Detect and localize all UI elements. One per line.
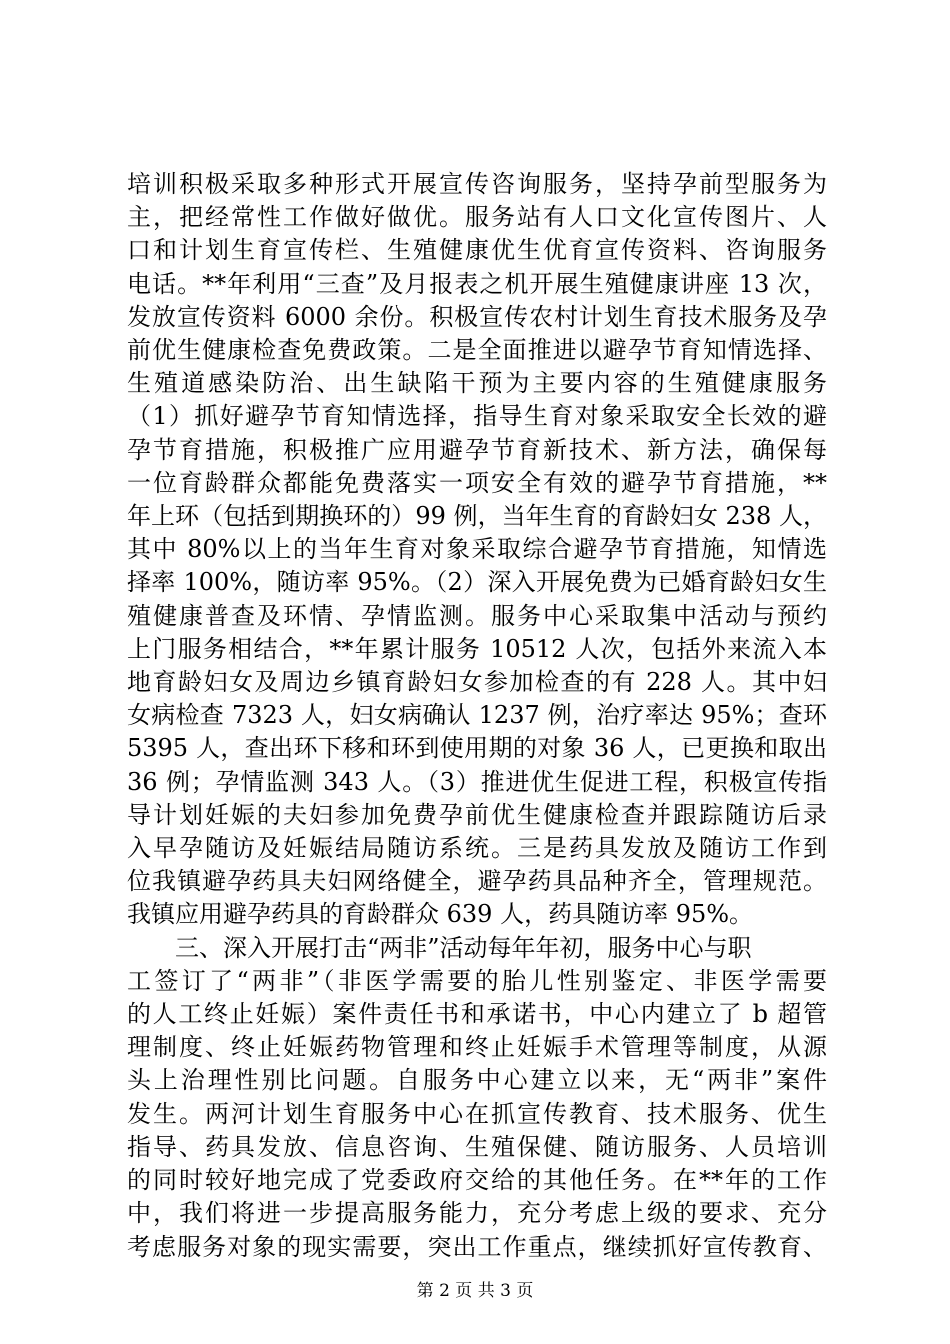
text-line: 中，我们将进一步提高服务能力，充分考虑上级的要求、充分 — [127, 1199, 827, 1228]
text-line: 入早孕随访及妊娠结局随访系统。三是药具发放及随访工作到 — [127, 834, 827, 863]
text-line: 理制度、终止妊娠药物管理和终止妊娠手术管理等制度，从源 — [127, 1033, 827, 1062]
text-line: 主，把经常性工作做好做优。服务站有人口文化宣传图片、人 — [127, 203, 827, 232]
text-line: 孕节育措施，积极推广应用避孕节育新技术、新方法，确保每 — [127, 435, 827, 464]
text-line: 女病检查 7323 人，妇女病确认 1237 例，治疗率达 95%；查环 — [127, 701, 827, 730]
text-line: 年上环（包括到期换环的）99 例，当年生育的育龄妇女 238 人， — [127, 502, 827, 531]
text-line: 择率 100%，随访率 95%。（2）深入开展免费为已婚育龄妇女生 — [127, 568, 827, 597]
text-line: 上门服务相结合，**年累计服务 10512 人次，包括外来流入本 — [127, 634, 827, 663]
text-line: 发放宣传资料 6000 余份。积极宣传农村计划生育技术服务及孕 — [127, 302, 827, 331]
text-line: 工签订了“两非”（非医学需要的胎儿性别鉴定、非医学需要 — [127, 966, 827, 995]
text-line: 前优生健康检查免费政策。二是全面推进以避孕节育知情选择、 — [127, 336, 827, 365]
text-line: （1）抓好避孕节育知情选择，指导生育对象采取安全长效的避 — [127, 402, 827, 431]
text-line: 发生。两河计划生育服务中心在抓宣传教育、技术服务、优生 — [127, 1099, 827, 1128]
document-body — [127, 168, 827, 1264]
text-line: 生殖道感染防治、出生缺陷干预为主要内容的生殖健康服务 — [127, 369, 827, 398]
text-line: 头上治理性别比问题。自服务中心建立以来，无“两非”案件 — [127, 1066, 827, 1095]
text-line: 5395 人，查出环下移和环到使用期的对象 36 人，已更换和取出 — [127, 734, 827, 763]
text-line: 口和计划生育宣传栏、生殖健康优生优育宣传资料、咨询服务 — [127, 236, 827, 265]
text-line: 导计划妊娠的夫妇参加免费孕前优生健康检查并跟踪随访后录 — [127, 800, 827, 829]
text-line: 殖健康普查及环情、孕情监测。服务中心采取集中活动与预约 — [127, 601, 827, 630]
text-line: 我镇应用避孕药具的育龄群众 639 人，药具随访率 95%。 — [127, 900, 754, 929]
text-line: 三、深入开展打击“两非”活动每年年初，服务中心与职 — [175, 933, 752, 962]
text-line: 其中 80%以上的当年生育对象采取综合避孕节育措施，知情选 — [127, 535, 827, 564]
text-line: 的同时较好地完成了党委政府交给的其他任务。在**年的工作 — [127, 1166, 827, 1195]
text-line: 指导、药具发放、信息咨询、生殖保健、随访服务、人员培训 — [127, 1132, 827, 1161]
text-line: 考虑服务对象的现实需要，突出工作重点，继续抓好宣传教育、 — [127, 1232, 827, 1261]
text-line: 电话。**年利用“三查”及月报表之机开展生殖健康讲座 13 次， — [127, 269, 827, 298]
text-line: 地育龄妇女及周边乡镇育龄妇女参加检查的有 228 人。其中妇 — [127, 668, 827, 697]
text-line: 培训积极采取多种形式开展宣传咨询服务，坚持孕前型服务为 — [127, 170, 827, 198]
text-line: 一位育龄群众都能免费落实一项安全有效的避孕节育措施，** — [127, 468, 827, 497]
text-line: 36 例；孕情监测 343 人。（3）推进优生促进工程，积极宣传指 — [127, 767, 827, 796]
text-line: 的人工终止妊娠）案件责任书和承诺书，中心内建立了 b 超管 — [127, 1000, 827, 1029]
page-number-label: 第 2 页 共 3 页 — [416, 1281, 534, 1301]
text-line: 位我镇避孕药具夫妇网络健全，避孕药具品种齐全，管理规范。 — [127, 867, 827, 896]
page-footer — [0, 1280, 950, 1302]
